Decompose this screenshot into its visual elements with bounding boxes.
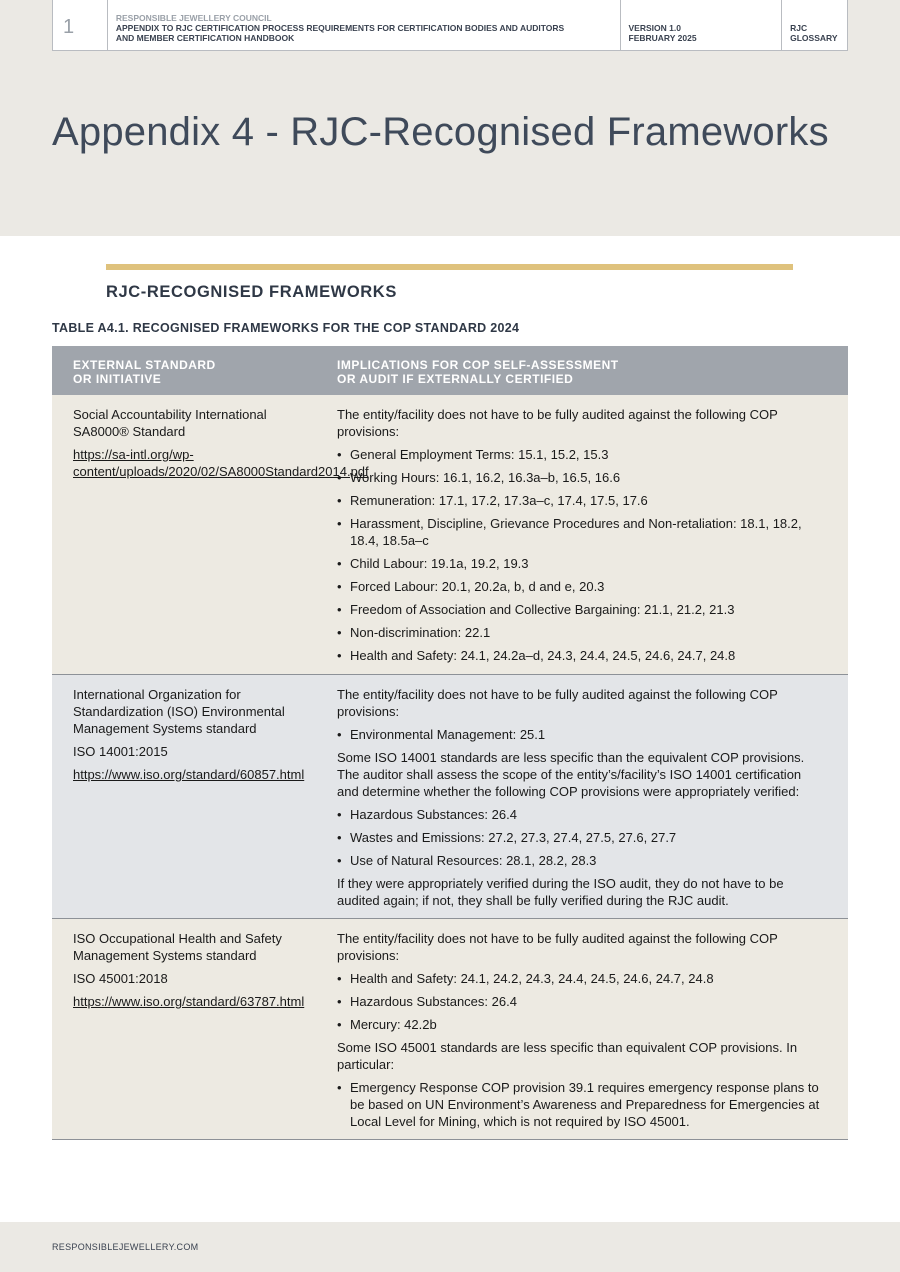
standard-name: International Organization for Standardization (ISO) Environmental Management Systems standard — [73, 687, 285, 736]
list-item: • Mercury: 42.2b — [337, 1016, 820, 1033]
column-header-standard-line2: OR INITIATIVE — [73, 372, 162, 386]
list-item: • Forced Labour: 20.1, 20.2a, b, d and e, 20.3 — [337, 578, 820, 595]
list-item: • Freedom of Association and Collective Bargaining: 21.1, 21.2, 21.3 — [337, 601, 820, 618]
column-header-standard-line1: EXTERNAL STANDARD — [73, 358, 216, 372]
list-item: • Hazardous Substances: 26.4 — [337, 806, 820, 823]
header-doc-line1: APPENDIX TO RJC CERTIFICATION PROCESS REQUIREMENTS FOR CERTIFICATION BODIES AND AUDITORS — [115, 23, 565, 33]
list-item: • Use of Natural Resources: 28.1, 28.2, 28.3 — [337, 852, 820, 869]
table-row — [52, 919, 848, 1140]
header-version: VERSION 1.0 — [628, 23, 681, 33]
implications-note: Some ISO 14001 standards are less specific than the equivalent COP provisions. The auditor shall assess the scope of the entity’s/facility’s ISO 14001 certification and determine whether the following COP provisions were appropriately verified: — [337, 750, 805, 799]
header-section-line2: GLOSSARY — [790, 33, 838, 43]
document-title-cell — [107, 0, 620, 50]
list-item: • Non-discrimination: 22.1 — [337, 624, 820, 641]
list-item: • Health and Safety: 24.1, 24.2a–d, 24.3, 24.4, 24.5, 24.6, 24.7, 24.8 — [337, 647, 820, 664]
list-item: • Hazardous Substances: 26.4 — [337, 993, 820, 1010]
footer-band — [0, 1222, 900, 1272]
implications-cell — [316, 675, 848, 918]
standard-code: ISO 45001:2018 — [73, 971, 168, 986]
standard-link[interactable]: https://sa-intl.org/wp-content/uploads/2020/02/SA8000Standard2014.pdf — [73, 447, 369, 479]
version-cell — [620, 0, 782, 50]
page-number: 1 — [63, 16, 75, 38]
list-item: • Environmental Management: 25.1 — [337, 726, 820, 743]
header-org: RESPONSIBLE JEWELLERY COUNCIL — [115, 13, 272, 23]
frameworks-table — [52, 346, 848, 1140]
list-item: • Wastes and Emissions: 27.2, 27.3, 27.4, 27.5, 27.6, 27.7 — [337, 829, 820, 846]
list-item: • Working Hours: 16.1, 16.2, 16.3a–b, 16.5, 16.6 — [337, 469, 820, 486]
list-item: • General Employment Terms: 15.1, 15.2, 15.3 — [337, 446, 820, 463]
list-item: • Child Labour: 19.1a, 19.2, 19.3 — [337, 555, 820, 572]
table-header — [52, 346, 848, 395]
section-divider — [106, 264, 793, 270]
provision-list — [337, 806, 820, 869]
provision-list — [337, 446, 820, 664]
standard-link[interactable]: https://www.iso.org/standard/63787.html — [73, 994, 305, 1009]
standard-cell — [52, 919, 316, 1139]
standard-code: ISO 14001:2015 — [73, 744, 168, 759]
list-item: • Harassment, Discipline, Grievance Procedures and Non-retaliation: 18.1, 18.2, 18.4, 18.5a–c — [337, 515, 820, 549]
list-item: • Health and Safety: 24.1, 24.2, 24.3, 24.4, 24.5, 24.6, 24.7, 24.8 — [337, 970, 820, 987]
footer-website: RESPONSIBLEJEWELLERY.COM — [52, 1242, 199, 1252]
header-date: FEBRUARY 2025 — [628, 33, 697, 43]
header-section-line1: RJC — [790, 23, 808, 33]
implications-intro: The entity/facility does not have to be fully audited against the following COP provisions: — [337, 687, 778, 719]
provision-list — [337, 970, 820, 1033]
implications-intro: The entity/facility does not have to be fully audited against the following COP provisions: — [337, 931, 778, 963]
standard-name: Social Accountability International SA8000® Standard — [73, 407, 267, 439]
header-doc-line2: AND MEMBER CERTIFICATION HANDBOOK — [115, 33, 295, 43]
column-header-standard — [52, 346, 316, 395]
implications-intro: The entity/facility does not have to be fully audited against the following COP provisions: — [337, 407, 778, 439]
column-header-implications-line1: IMPLICATIONS FOR COP SELF-ASSESSMENT — [337, 358, 619, 372]
list-item: • Emergency Response COP provision 39.1 requires emergency response plans to be based on UN Environment’s Awareness and Preparedness for Emergencies at Local Level for Mining, which is not required by ISO 45001. — [337, 1079, 820, 1130]
standard-cell — [52, 675, 316, 918]
implications-note: Some ISO 45001 standards are less specific than equivalent COP provisions. In particular: — [337, 1040, 798, 1072]
implications-cell — [316, 919, 848, 1139]
list-item: • Remuneration: 17.1, 17.2, 17.3a–c, 17.4, 17.5, 17.6 — [337, 492, 820, 509]
provision-list — [337, 726, 820, 743]
implications-closing: If they were appropriately verified during the ISO audit, they do not have to be audited again; if not, they shall be fully verified during the RJC audit. — [337, 876, 784, 908]
standard-cell — [52, 395, 369, 674]
standard-link[interactable]: https://www.iso.org/standard/60857.html — [73, 767, 305, 782]
table-row — [52, 395, 848, 675]
column-header-implications-line2: OR AUDIT IF EXTERNALLY CERTIFIED — [337, 372, 574, 386]
page-title: Appendix 4 - RJC-Recognised Frameworks — [52, 110, 829, 154]
column-header-implications — [316, 346, 848, 395]
standard-name: ISO Occupational Health and Safety Management Systems standard — [73, 931, 282, 963]
implications-cell — [316, 395, 848, 674]
table-row — [52, 675, 848, 919]
provision-list — [337, 1079, 820, 1130]
running-header — [52, 0, 848, 51]
table-caption: TABLE A4.1. RECOGNISED FRAMEWORKS FOR THE COP STANDARD 2024 — [52, 321, 520, 335]
section-title: RJC-RECOGNISED FRAMEWORKS — [106, 283, 397, 301]
section-cell — [781, 0, 847, 50]
